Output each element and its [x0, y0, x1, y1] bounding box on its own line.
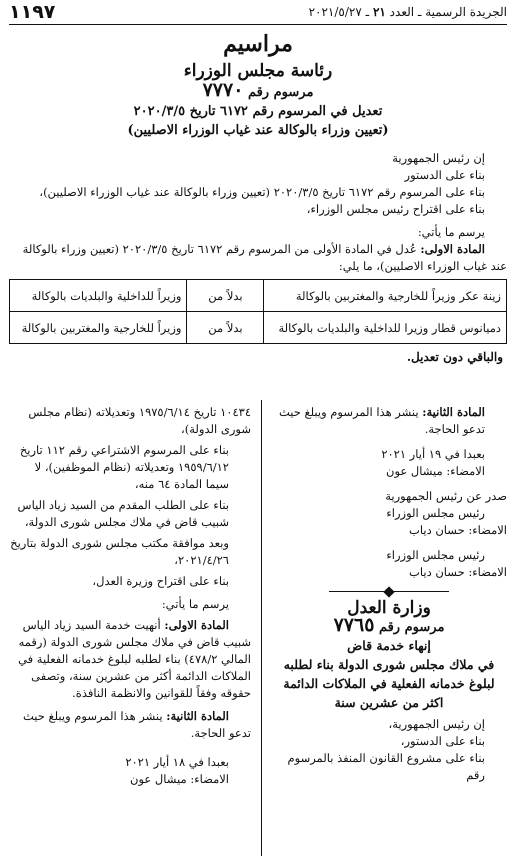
section-title: مراسيم [223, 31, 293, 57]
article-label: المادة الثانية: [422, 405, 485, 419]
decree2-preamble-start [271, 716, 507, 784]
decree1-article1 [9, 241, 507, 275]
article-label: المادة الاولى: [420, 242, 485, 256]
table-row [10, 280, 507, 312]
table-cell: بدلاً من [187, 312, 264, 344]
subject-line: في ملاك مجلس شورى الدولة بناء لطلبه [283, 657, 495, 672]
decree1-preamble [9, 150, 507, 241]
authority-title: رئاسة مجلس الوزراء [183, 61, 333, 81]
right-column [261, 400, 507, 856]
article-text: أنهيت خدمة السيد زياد الياس شبيب قاض في ملاك مجلس شورى الدولة (رقمه المالي ٤٧٨/٢) بناء لطلبه لبلوغ خدمانه الفعلية في الملاكات الدائمة أكثر من عشرين سنة، وتصفى حقوقه وفقاً للقوانين والانظمة النافذة. [18, 618, 251, 700]
subject-line: لبلوغ خدمانه الفعلية في الملاكات الدائمة [283, 676, 495, 691]
issue-number: ٢١ [372, 5, 386, 19]
article-text: ينشر هذا المرسوم ويبلغ حيث تدعو الحاجة. [22, 709, 251, 740]
subject-line: إنهاء خدمة قاض [347, 638, 431, 653]
decree1-date: بعبدا في ١٩ أيار ٢٠٢١ [381, 447, 485, 461]
decree2-article2 [9, 708, 251, 742]
preamble-line: إن رئيس الجمهورية [392, 151, 485, 165]
table-row [10, 312, 507, 344]
preamble-line: بناء على المرسوم الاشتراعي رقم ١١٢ تاريخ ١٩٥٩/٦/١٢ وتعديلاته (نظام الموظفين)، لا سيما المادة ٦٤ منه، [19, 443, 229, 491]
decree1-number-label: مرسوم رقم [247, 85, 314, 100]
preamble-line: ١٠٤٣٤ تاريخ ١٩٧٥/٦/١٤ وتعديلاته (نظام مجلس شورى الدولة)، [28, 405, 251, 436]
signature-pm: الامضاء: حسان دياب [409, 523, 507, 537]
left-column [9, 400, 261, 856]
remainder-note: والباقي دون تعديل. [406, 350, 503, 364]
decree2-subject [271, 636, 507, 712]
pm-title-2: رئيس مجلس الوزراء [386, 548, 485, 562]
table-cell: دميانوس قطار وزيرا للداخلية والبلديات بالوكالة [264, 312, 507, 344]
pm-title: رئيس مجلس الوزراء [386, 506, 485, 520]
issued-by: صدر عن رئيس الجمهورية [385, 489, 507, 503]
decree2-number-value: ٧٧٦٥ [333, 614, 375, 636]
decree2-date: بعبدا في ١٨ أيار ٢٠٢١ [125, 755, 229, 769]
preamble-line: بناء على الدستور، [400, 734, 485, 748]
journal-name: الجريدة الرسمية ـ العدد [389, 5, 507, 19]
preamble-line: بناء على الدستور [404, 168, 485, 182]
preamble-line: إن رئيس الجمهورية، [388, 717, 485, 731]
preamble-line: بناء على الطلب المقدم من السيد زياد الياس شبيب قاض في ملاك مجلس شورى الدولة، [17, 498, 229, 529]
two-column-body [9, 400, 507, 856]
decree2-number-label: مرسوم رقم [378, 620, 445, 635]
amendment-table [9, 279, 507, 344]
signature-pm-2: الامضاء: حسان دياب [409, 565, 507, 579]
page-number: ١١٩٧ [9, 1, 56, 23]
decree1-title: تعديل في المرسوم رقم ٦١٧٢ تاريخ ٢٠٢٠/٣/٥ [133, 104, 383, 119]
header-issue [309, 5, 507, 19]
article-label: المادة الثانية: [166, 709, 229, 723]
ministry-title: وزارة العدل [347, 598, 431, 618]
preamble-line: بناء على المرسوم رقم ٦١٧٢ تاريخ ٢٠٢٠/٣/٥ (تعيين وزراء بالوكالة عند غياب الوزراء الاصليين)، [39, 185, 485, 199]
decree1-article2 [271, 404, 507, 438]
decree2-number [271, 614, 507, 636]
article-text: عُدل في المادة الأولى من المرسوم رقم ٦١٧٢ تاريخ ٢٠٢٠/٣/٥ (تعيين وزراء بالوكالة عند غياب الوزراء الاصليين)، ما يلي: [22, 242, 507, 273]
preamble-line: بناء على اقتراح رئيس مجلس الوزراء، [306, 202, 485, 216]
table-cell: وزيراً للداخلية والبلديات بالوكالة [10, 280, 187, 312]
table-cell: زينة عكر وزيراً للخارجية والمغتربين بالوكالة [264, 280, 507, 312]
decrees-line: يرسم ما يأتي: [161, 597, 229, 611]
subject-line: اكثر من عشرين سنة [334, 695, 444, 710]
decrees-line: يرسم ما يأتي: [417, 225, 485, 239]
issue-date: ـ ٢٠٢١/٥/٢٧ [308, 5, 370, 19]
decree1-number-value: ٧٧٧٠ [202, 79, 244, 101]
table-cell: وزيراً للخارجية والمغتربين بالوكالة [10, 312, 187, 344]
table-cell: بدلاً من [187, 280, 264, 312]
preamble-line: بناء على مشروع القانون المنفذ بالمرسوم رقم [287, 751, 485, 782]
article-label: المادة الاولى: [164, 618, 229, 632]
decree1-number [9, 81, 507, 102]
article-text: ينشر هذا المرسوم ويبلغ حيث تدعو الحاجة. [278, 405, 485, 436]
decree2-article1 [9, 617, 251, 702]
preamble-line: بناء على اقتراح وزيرة العدل، [92, 574, 229, 588]
decree1-title-sub: (تعيين وزراء بالوكالة عند غياب الوزراء الاصليين) [127, 123, 389, 138]
preamble-line: وبعد موافقة مكتب مجلس شورى الدولة بتاريخ ٢٠٢١/٤/٢٦، [10, 536, 229, 567]
signature-president: الامضاء: ميشال عون [386, 464, 485, 478]
section-divider [329, 591, 449, 592]
page-header [9, 0, 507, 25]
signature-president: الامضاء: ميشال عون [130, 772, 229, 786]
